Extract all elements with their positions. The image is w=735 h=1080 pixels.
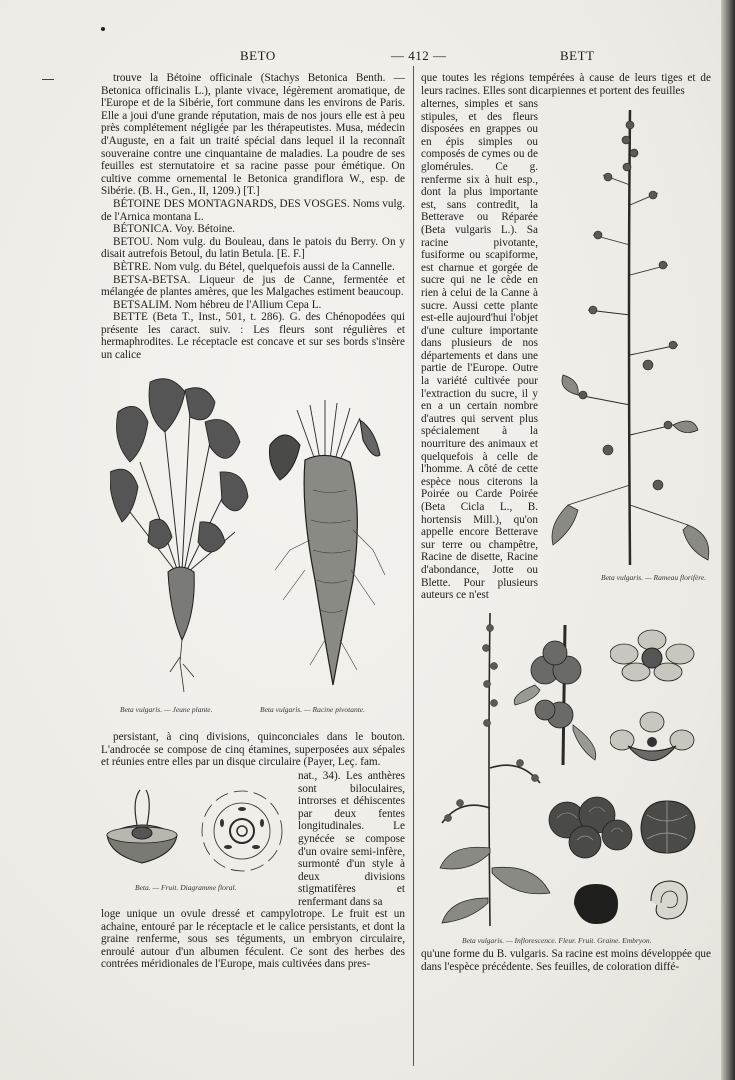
paragraph-betterave: alternes, simples et sans stipules, et des fleurs disposées en grappes ou en épis simples ou composés de cymes ou de glomérules. Ce g. renferme six à huit esp., dont la plus importante est, sans contredit, la Betterave ou Réparée (Beta vulgaris L.). Sa racine pivotante, fusiforme ou scapiforme, est charnue et gorgée de sucre qui ne le cède en rien à celui de la Canne à sucre. Aussi cette plante est-elle aujourd'hui l'objet d'une culture importante dans plusieurs de nos départements et dans une partie de l'Europe. Outre la variété cultivée pour l'extraction du sucre, il y en a un certain nombre d'autres qui servent plus spécialement à la nourriture des animaux et quelquefois à celle de l'homme. A côté de cette espèce nous citerons la Poirée ou Carde Poirée (Beta Cicla L., B. hortensis Mill.), qu'on appelle encore Betterave sur terre ou champêtre, Racine de disette, Racine d'abondance, Jotte ou Blette. Pour plusieurs auteurs ce n'est: [421, 98, 538, 602]
left-column-bottom-end: [101, 908, 405, 971]
margin-mark: [42, 79, 54, 80]
entry-bette: BETTE (Beta T., Inst., 501, t. 286). G. des Chénopodées qui présente les caract. suiv. : Les fleurs sont régulières et hermaphrodites. Le réceptacle est concave et sur ses bords s'insère un calice: [101, 311, 405, 362]
illustration-flower-cluster: [505, 625, 605, 765]
left-column-top: [101, 72, 405, 362]
paragraph-forme: qu'une forme du B. vulgaris. Sa racine est moins développée que dans l'espèce précédente. Ses feuilles, de coloration diffé-: [421, 948, 711, 973]
caption-pivot-root: Beta vulgaris. — Racine pivotante.: [260, 705, 365, 714]
caption-inflorescence: Beta vulgaris. — Inflorescence. Fleur. Fruit. Graine. Embryon.: [462, 936, 652, 945]
left-column-bottom-narrow: [298, 770, 405, 909]
book-spine-shadow: [721, 0, 735, 1080]
paragraph-bette-calice: persistant, à cinq divisions, quinconciales dans le bouton. L'androcée se compose de cinq étamines, superposées aux sépales et réunies entre elles par un disque circulaire (Payer, Leç. fam.: [101, 731, 405, 769]
column-divider: [413, 66, 414, 1066]
caption-fruit-diagram: Beta. — Fruit. Diagramme floral.: [135, 883, 237, 892]
right-column-bottom: [421, 948, 711, 973]
running-head-left: BETO: [240, 48, 276, 63]
right-column-top: [421, 72, 711, 97]
ink-dot: [101, 27, 105, 31]
page-number: — 412 —: [391, 48, 447, 63]
illustration-embryo: [645, 877, 693, 923]
illustration-fruit: [102, 785, 182, 880]
right-column-narrow: [421, 98, 538, 602]
paragraph-antheres: nat., 34). Les anthères sont biloculaires, introrses et déhiscentes par deux fentes longitudinales. Le gynécée se compose d'un ovaire semi-infère, surmonté d'un style à deux divisions stigmatifères et renfermant dans sa: [298, 770, 405, 908]
left-column-bottom-full: [101, 731, 405, 769]
entry-betre: BÈTRE. Nom vulg. du Bétel, quelquefois aussi de la Cannelle.: [113, 260, 395, 273]
paragraph-loge: loge unique un ovule dressé et campylotrope. Le fruit est un achaine, entouré par le réceptacle et le calice persistants, et dont la graine renferme, sous ses téguments, un embryon circulaire, enroulé autour d'un albumen féculent. Ce sont des herbes des contrées méridionales de l'Europe, mais cultivées dans pres-: [101, 908, 405, 971]
entry-betsalim: BETSALIM. Nom hébreu de l'Allium Cepa L.: [113, 298, 322, 311]
entry-betoine-montagnards: BÉTOINE DES MONTAGNARDS, DES VOSGES. Noms vulg. de l'Arnica montana L.: [101, 197, 405, 223]
illustration-seed-capsule: [635, 797, 699, 857]
running-head-right: BETT: [560, 48, 595, 63]
illustration-young-plant: [110, 372, 250, 697]
illustration-flower-top: [610, 628, 695, 683]
illustration-seed: [570, 880, 622, 928]
illustration-fruit-cluster: [545, 790, 633, 865]
illustration-floral-diagram: [196, 785, 288, 877]
entry-betonica: BÉTONICA. Voy. Bétoine.: [113, 223, 236, 236]
entry-betou: BETOU. Nom vulg. du Bouleau, dans le patois du Berry. On y disait autrefois Betoul, du latin Betula. [E. F.]: [101, 235, 405, 261]
caption-young-plant: Beta vulgaris. — Jeune plante.: [120, 705, 213, 714]
illustration-flower-section: [610, 710, 695, 775]
caption-flowering-branch: Beta vulgaris. — Rameau florifère.: [601, 573, 707, 582]
illustration-flowering-branch: [548, 105, 713, 570]
paragraph-regions: que toutes les régions tempérées à cause de leurs tiges et de leurs racines. Elles sont dicarpiennes et portent des feuilles: [421, 72, 711, 97]
illustration-pivot-root: [265, 400, 390, 700]
paragraph-betoine: trouve la Bétoine officinale (Stachys Betonica Benth. — Betonica officinalis L.), plante vivace, légèrement aromatique, de l'Europe et de la Sibérie, fort commune dans les environs de Paris. Elle a joui d'une grande réputation, mais de nos jours elle est à peu près complétement négligée par les thérapeutistes. Musa, médecin d'Auguste, en a fait un traité spécial dans lequel il la reconnaît souveraine contre une cinquantaine de maladies. La poudre de ses feuilles est sternutatoire et sa racine passe pour émétique. On cultive comme ornemental le Betonica grandiflora W., esp. de Sibérie. (B. H., Gen., II, 1209.) [T.]: [101, 72, 405, 198]
entry-betsa-betsa: BETSA-BETSA. Liqueur de jus de Canne, fermentée et mélangée de plantes amères, que les Malgaches estiment beaucoup.: [101, 273, 405, 299]
